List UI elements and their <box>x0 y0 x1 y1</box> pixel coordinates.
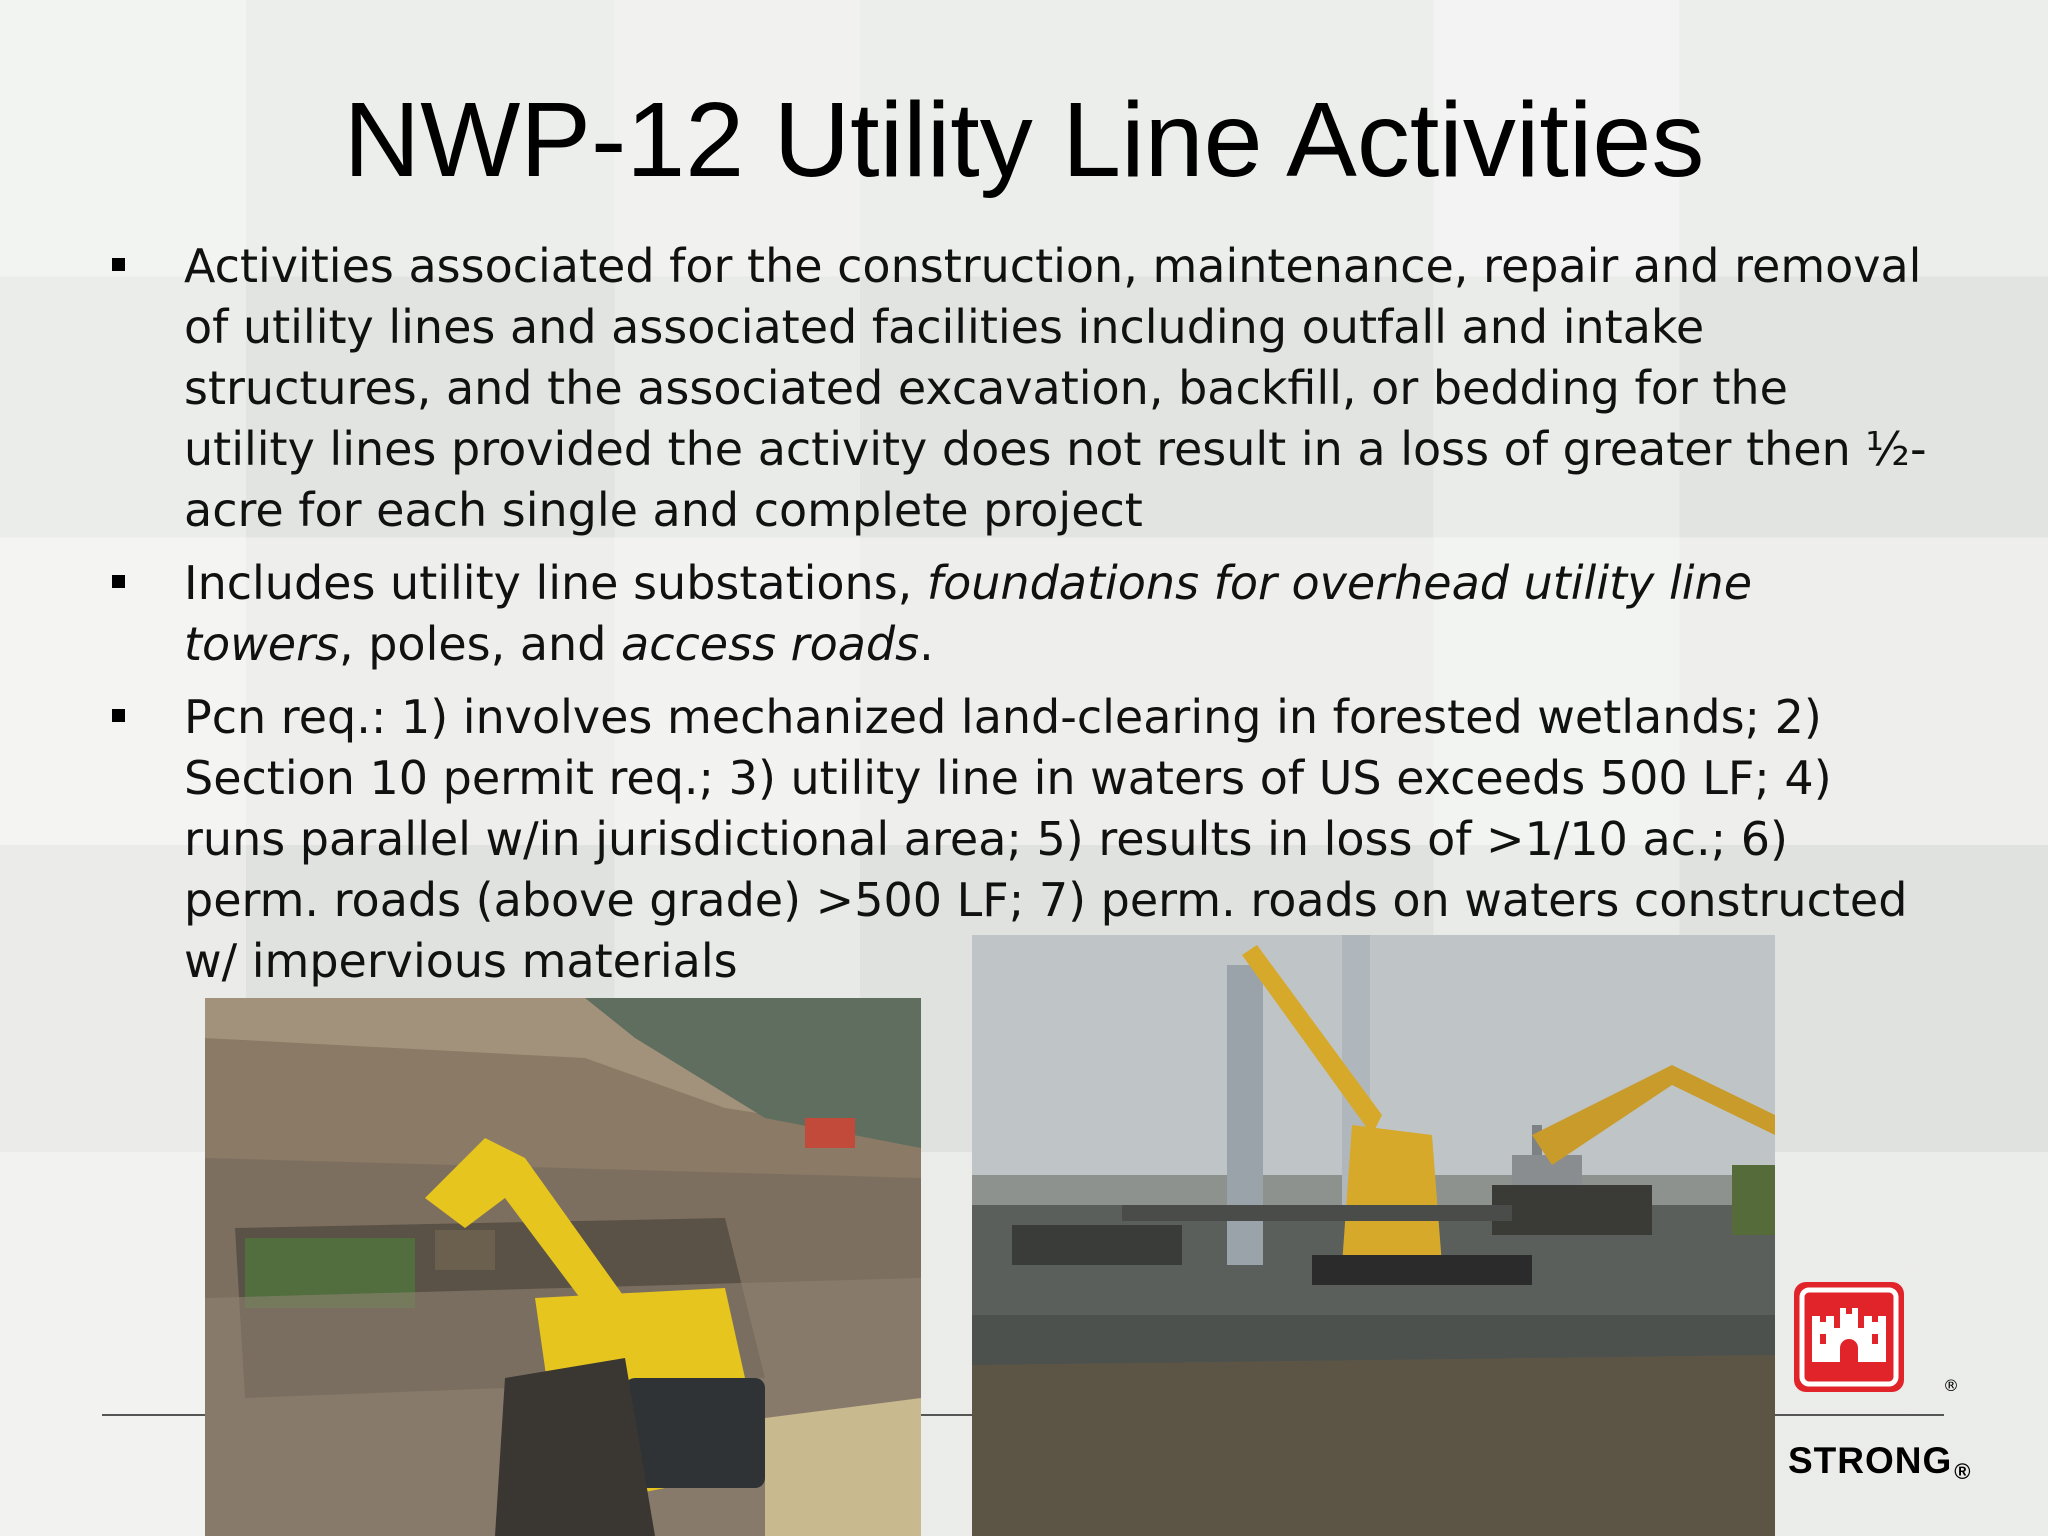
bullet-text-italic: foundations for overhead utility line towers <box>184 556 1753 671</box>
bullet-marker <box>112 258 125 271</box>
bullet-text: Pcn req.: 1) involves mechanized land-clearing in forested wetlands; 2) Section 10 permit req.; 3) utility line in waters of US exceeds 500 LF; 4) runs parallel w/in jurisdictional area; 5) results in loss of >1/10 ac.; 6) perm. roads (above grade) >500 LF; 7) perm. roads on waters constructed w/ impervious materials <box>184 690 1908 988</box>
excavator-trench-photo <box>205 998 921 1536</box>
bullet-text-italic: access roads <box>621 617 920 671</box>
slide-title: NWP-12 Utility Line Activities <box>343 81 1705 199</box>
strong-registered-mark: ® <box>1954 1459 1972 1484</box>
bullet-text-part: , poles, and <box>338 617 622 671</box>
bullet-text-part: Includes utility line substations, <box>184 556 927 610</box>
bullet-marker <box>112 575 125 588</box>
usace-castle-logo <box>1792 1280 1906 1394</box>
bullet-item <box>100 236 1930 541</box>
bullet-list <box>100 236 1930 1004</box>
footer-rule <box>102 1414 206 1416</box>
bullet-text: Activities associated for the construction, maintenance, repair and removal of utility lines and associated facilities including outfall and intake structures, and the associated excavation, backfill, or bedding for the utility lines provided the activity does not result in a loss of greater then ½-acre for each single and complete project <box>184 239 1927 537</box>
strong-tagline <box>1788 1440 1972 1485</box>
bullet-item <box>100 553 1930 675</box>
footer-rule <box>1774 1414 1944 1416</box>
barge-excavator-photo <box>972 935 1775 1536</box>
footer-rule <box>920 1414 974 1416</box>
bullet-text-part: . <box>919 617 934 671</box>
bullet-marker <box>112 709 125 722</box>
strong-text: STRONG <box>1788 1440 1953 1481</box>
registered-mark: ® <box>1943 1376 1959 1395</box>
